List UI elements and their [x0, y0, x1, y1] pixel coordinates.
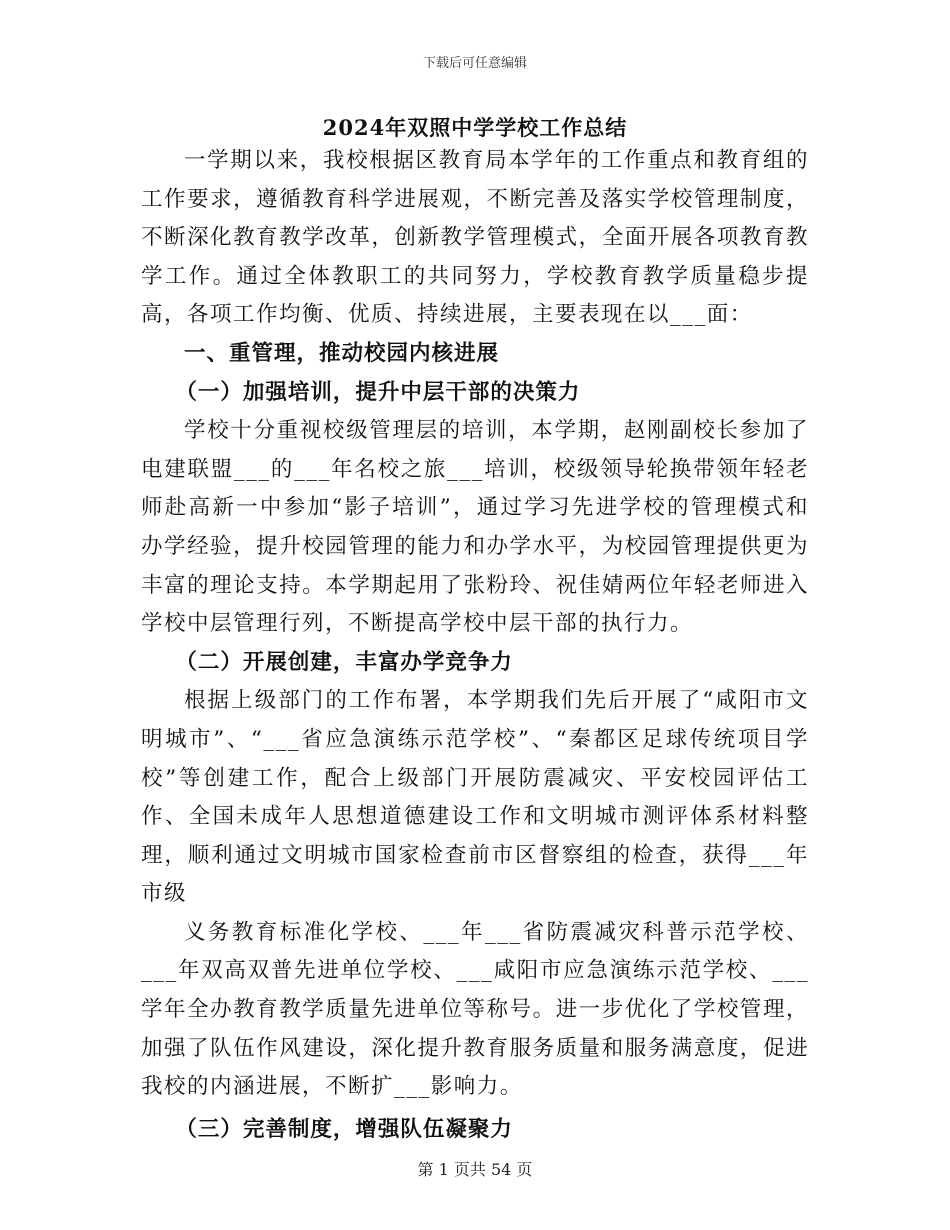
- subsection-2-paragraph-2: 义务教育标准化学校、___年___省防震减灾科普示范学校、___年双高双普先进单位学校、___咸阳市应急演练示范学校、___学年全办教育教学质量先进单位等称号。进一步优化了学校管理，加强了队伍作风建设，深化提升教育服务质量和服务满意度，促进我校的内涵进展，不断扩___影响力。: [141, 919, 809, 1100]
- intro-paragraph: 一学期以来，我校根据区教育局本学年的工作重点和教育组的工作要求，遵循教育科学进展观，不断完善及落实学校管理制度，不断深化教育教学改革，创新教学管理模式，全面开展各项教育教学工作。通过全体教职工的共同努力，学校教育教学质量稳步提高，各项工作均衡、优质、持续进展，主要表现在以___面：: [141, 148, 809, 328]
- subsection-3-heading: （三）完善制度，增强队伍凝聚力: [175, 1116, 513, 1142]
- subsection-2-paragraph-1: 根据上级部门的工作布署，本学期我们先后开展了“咸阳市文明城市”、“___省应急演练示范学校”、“秦都区足球传统项目学校”等创建工作，配合上级部门开展防震减灾、平安校园评估工作、全国未成年人思想道德建设工作和文明城市测评体系材料整理，顺利通过文明城市国家检查前市区督察组的检查，获得___年市级: [141, 688, 809, 907]
- section-1-heading: 一、重管理，推动校园内核进展: [184, 340, 500, 366]
- subsection-1-paragraph: 学校十分重视校级管理层的培训，本学期，赵刚副校长参加了电建联盟___的___年名校之旅___培训，校级领导轮换带领年轻老师赴高新一中参加“影子培训”，通过学习先进学校的管理模式和办学经验，提升校园管理的能力和办学水平，为校园管理提供更为丰富的理论支持。本学期起用了张粉玲、祝佳婧两位年轻老师进入学校中层管理行列，不断提高学校中层干部的执行力。: [141, 418, 809, 637]
- document-body: [141, 142, 809, 1149]
- document-title: 2024年双照中学学校工作总结: [322, 115, 628, 140]
- page-header: 下载后可任意编辑: [422, 56, 527, 71]
- page-footer: 第 1 页共 54 页: [417, 1160, 533, 1179]
- subsection-1-heading: （一）加强培训，提升中层干部的决策力: [175, 379, 581, 405]
- subsection-2-heading: （二）开展创建，丰富办学竞争力: [175, 649, 513, 675]
